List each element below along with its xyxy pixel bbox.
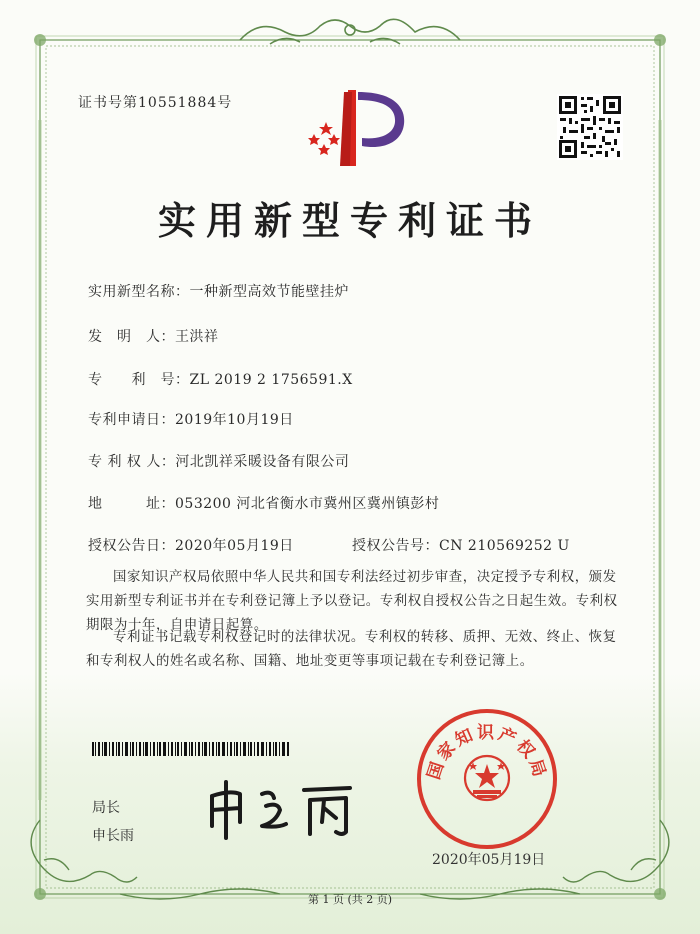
field-address (88, 493, 439, 513)
field-value: 053200 河北省衡水市冀州区冀州镇彭村 (175, 496, 440, 512)
field-patent-number (88, 369, 353, 389)
field-label: 授权公告号： (352, 538, 439, 554)
field-value: 一种新型高效节能壁挂炉 (189, 284, 349, 300)
field-grant-date (88, 535, 294, 555)
cnipa-logo-icon (300, 86, 412, 172)
field-label: 实用新型名称： (88, 284, 190, 300)
qr-code-icon (557, 94, 623, 160)
field-filing-date (88, 409, 294, 429)
handwritten-signature (200, 774, 360, 844)
field-label: 发 明 人： (88, 329, 175, 345)
certificate-number: 证书号第10551884号 (78, 95, 233, 111)
seal-date: 2020年05月19日 (432, 852, 546, 868)
field-label: 授权公告日： (88, 538, 175, 554)
signature-name: 申长雨 (92, 828, 134, 844)
field-value: ZL 2019 2 1756591.X (189, 372, 353, 388)
seal-text: 国家知识产权局 (424, 723, 550, 783)
field-label: 地 址： (88, 496, 175, 512)
legal-paragraph-2: 专利证书记载专利权登记时的法律状况。专利权的转移、质押、无效、终止、恢复和专利权人的姓名或名称、国籍、地址变更等事项记载在专利登记簿上。 (86, 630, 617, 669)
field-value: 2020年05月19日 (175, 538, 294, 554)
official-seal (414, 706, 560, 852)
field-value: 河北凯祥采暖设备有限公司 (175, 454, 350, 470)
barcode-icon (92, 742, 290, 756)
field-value: 王洪祥 (175, 329, 219, 345)
page-number: 第 1 页 (共 2 页) (307, 893, 393, 906)
field-inventor (88, 326, 219, 346)
field-grant-number (352, 535, 570, 555)
field-utility-model-name (88, 281, 349, 301)
field-label: 专 利 权 人： (88, 454, 176, 470)
legal-paragraph-1: 国家知识产权局依照中华人民共和国专利法经过初步审查，决定授予专利权，颁发实用新型专利证书并在专利登记簿上予以登记。专利权自授权公告之日起生效。专利权期限为十年，自申请日起算。 (86, 570, 618, 633)
certificate-title: 实用新型专利证书 (157, 198, 542, 243)
field-value: CN 210569252 U (439, 538, 570, 554)
field-label: 专利申请日： (88, 412, 175, 428)
field-label: 专 利 号： (88, 372, 190, 388)
field-value: 2019年10月19日 (175, 412, 294, 428)
signature-title: 局长 (92, 800, 120, 816)
field-patentee (88, 451, 349, 471)
